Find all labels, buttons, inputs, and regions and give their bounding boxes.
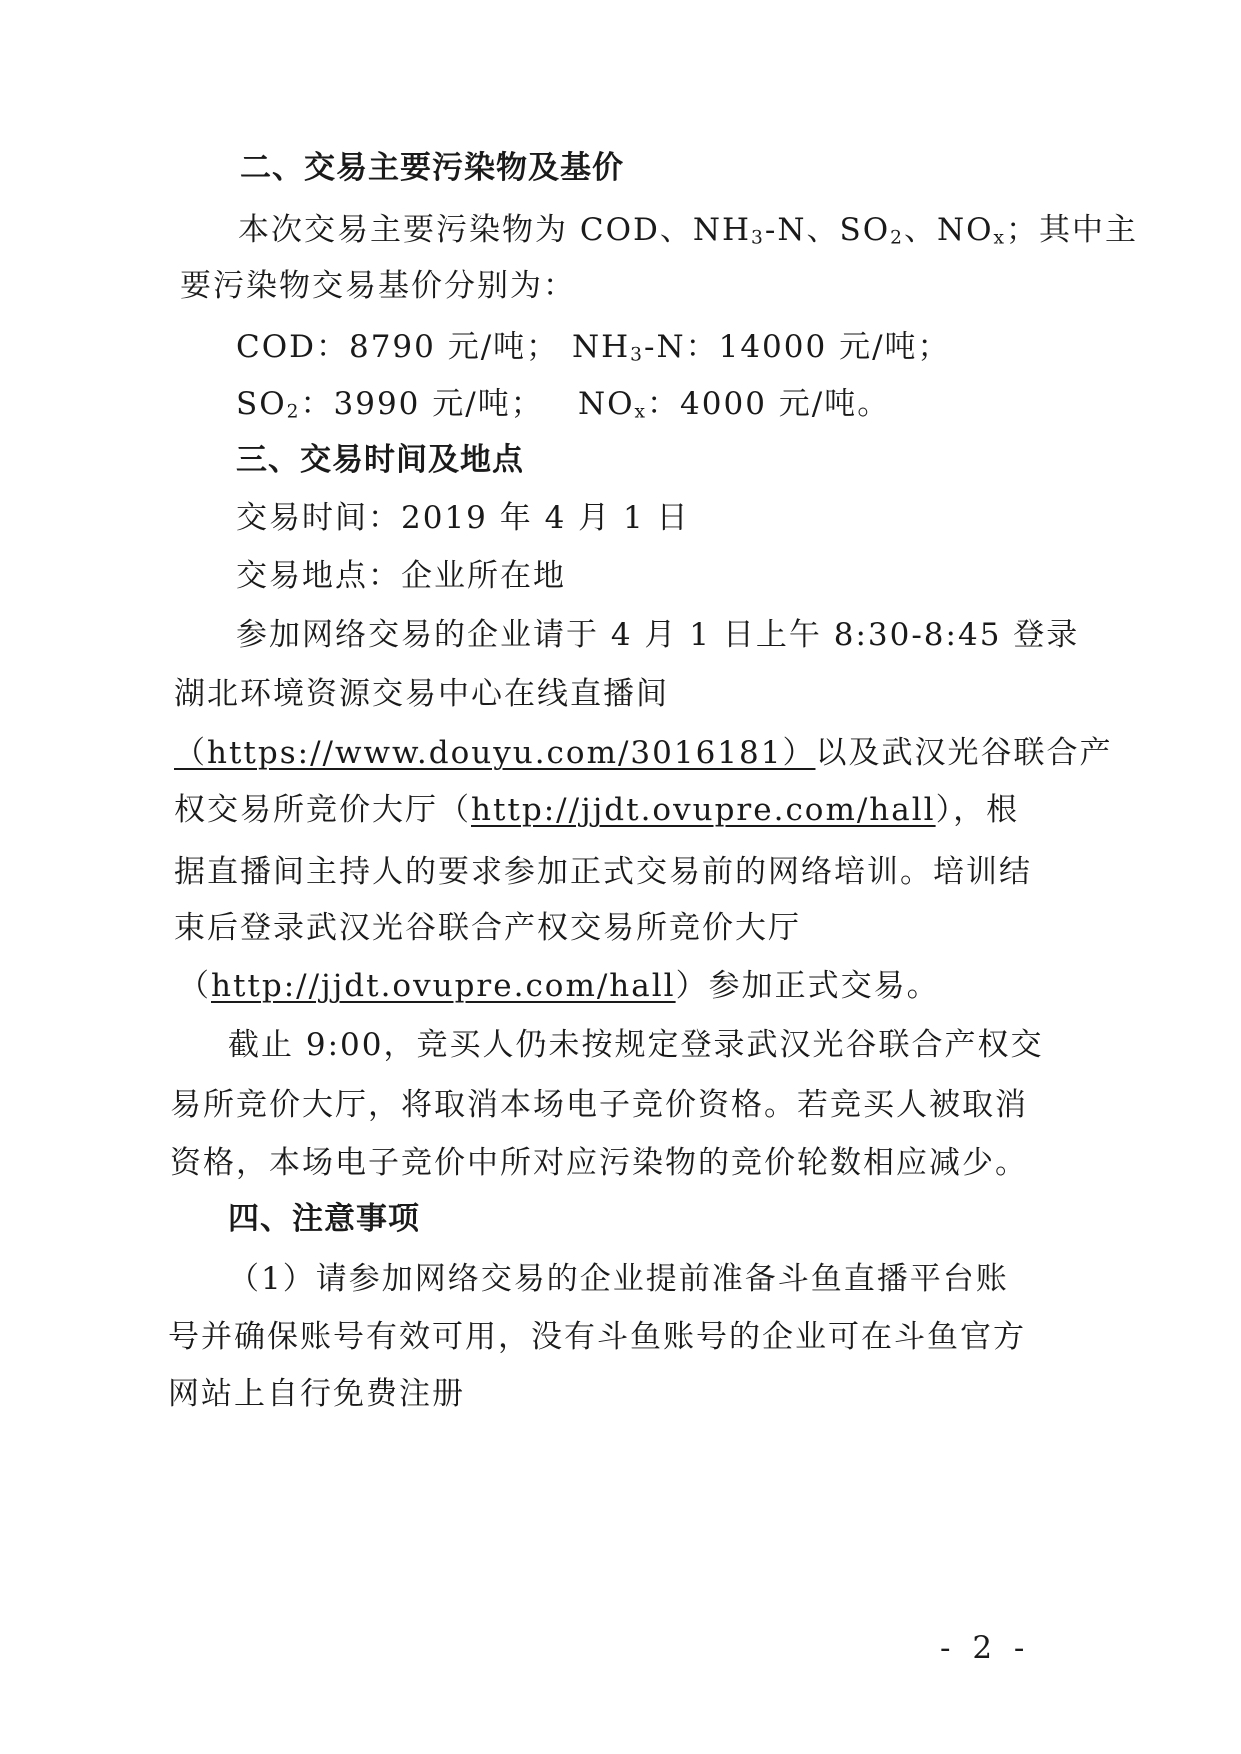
notice-item1-line1: （1）请参加网络交易的企业提前准备斗鱼直播平台账 bbox=[228, 1261, 1009, 1297]
trade-place: 交易地点：企业所在地 bbox=[236, 558, 566, 594]
notice-item1-line2: 号并确保账号有效可用，没有斗鱼账号的企业可在斗鱼官方 bbox=[168, 1319, 1026, 1355]
paragraph1-line3: （https://www.douyu.com/3016181）以及武汉光谷联合产 bbox=[174, 735, 1113, 771]
paragraph1-line1: 参加网络交易的企业请于 4 月 1 日上午 8:30-8:45 登录 bbox=[236, 617, 1080, 653]
paragraph2-line3: 资格，本场电子竞价中所对应污染物的竞价轮数相应减少。 bbox=[170, 1145, 1028, 1181]
trade-time: 交易时间：2019 年 4 月 1 日 bbox=[236, 500, 690, 536]
paragraph1-line6: 束后登录武汉光谷联合产权交易所竞价大厅 bbox=[174, 910, 801, 946]
notice-item1-line3: 网站上自行免费注册 bbox=[168, 1376, 465, 1412]
bidding-hall-link-2[interactable]: http://jjdt.ovupre.com/hall bbox=[211, 968, 676, 1004]
page-number: - 2 - bbox=[940, 1630, 1031, 1666]
douyu-live-link[interactable]: （https://www.douyu.com/3016181） bbox=[174, 735, 816, 771]
section2-heading: 二、交易主要污染物及基价 bbox=[240, 150, 624, 186]
price-so2: $SO_2$：3990 元/吨； bbox=[236, 386, 544, 423]
paragraph1-line5: 据直播间主持人的要求参加正式交易前的网络培训。培训结 bbox=[174, 854, 1032, 890]
section2-intro-line2: 要污染物交易基价分别为： bbox=[180, 268, 576, 304]
price-nh3n: $NH_3-N$：14000 元/吨； bbox=[572, 329, 951, 366]
price-nox: $NO_x$：4000 元/吨。 bbox=[578, 386, 891, 423]
section4-heading: 四、注意事项 bbox=[228, 1201, 420, 1237]
paragraph1-line2: 湖北环境资源交易中心在线直播间 bbox=[174, 676, 669, 712]
paragraph2-line2: 易所竞价大厅，将取消本场电子竞价资格。若竞买人被取消 bbox=[170, 1087, 1028, 1123]
section2-intro-line1: 本次交易主要污染物为 COD、$NH_3-N$、$SO_2$、$NO_x$；其中主 bbox=[238, 212, 1139, 249]
section3-heading: 三、交易时间及地点 bbox=[236, 442, 524, 478]
paragraph2-line1: 截止 9:00，竞买人仍未按规定登录武汉光谷联合产权交 bbox=[228, 1027, 1044, 1063]
paragraph1-line4: 权交易所竞价大厅（http://jjdt.ovupre.com/hall），根 bbox=[174, 792, 1020, 828]
price-cod: COD：8790 元/吨； bbox=[236, 329, 560, 365]
bidding-hall-link[interactable]: http://jjdt.ovupre.com/hall bbox=[471, 792, 936, 828]
paragraph1-line7: （http://jjdt.ovupre.com/hall）参加正式交易。 bbox=[178, 968, 940, 1004]
